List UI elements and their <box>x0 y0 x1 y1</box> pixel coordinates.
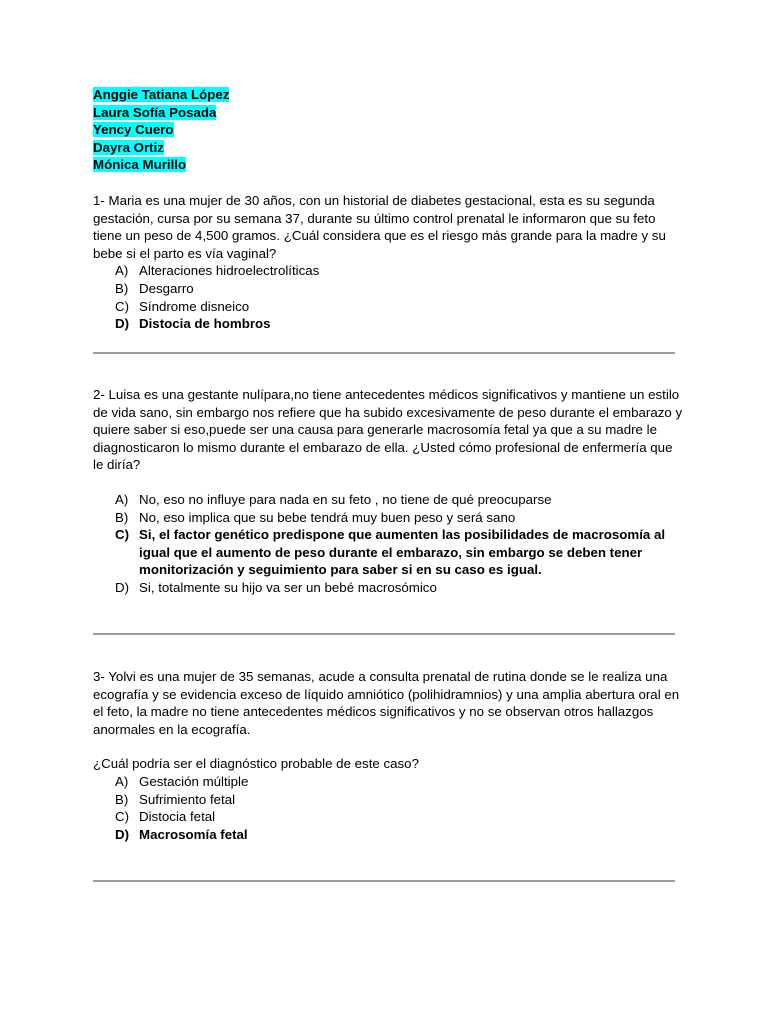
option-text: No, eso implica que su bebe tendrá muy buen peso y será sano <box>139 509 516 525</box>
option-text: Macrosomía fetal <box>139 826 248 842</box>
question-3-option-c <box>93 808 685 826</box>
question-3-stem: 3- Yolvi es una mujer de 35 semanas, acude a consulta prenatal de rutina donde se le realiza una ecografía y se evidencia exceso de líquido amniótico (polihidramnios) y una amplia abertura oral en el feto, la madre no tiene antecedentes médicos significativos y no se observan otros hallazgos anormales en la ecografía. <box>93 669 680 737</box>
question-3-option-a <box>93 773 685 791</box>
question-1 <box>93 192 685 333</box>
option-text: Si, el factor genético predispone que aumenten las posibilidades de macrosomía al igual que el aumento de peso durante el embarazo, sin embargo se deben tener monitorización y seguimiento para saber si en su caso es igual. <box>139 527 666 578</box>
author-name <box>93 156 229 174</box>
question-1-stem: 1- Maria es una mujer de 30 años, con un historial de diabetes gestacional, esta es su segunda gestación, cursa por su semana 37, durante su último control prenatal le informaron que su feto tiene un peso de 4,500 gramos. ¿Cuál considera que es el riesgo más grande para la madre y su bebe si el parto es vía vaginal? <box>93 193 666 261</box>
option-text: No, eso no influye para nada en su feto , no tiene de qué preocuparse <box>139 491 552 507</box>
option-text: Desgarro <box>139 280 194 296</box>
separator-line <box>93 352 675 354</box>
question-1-option-a <box>93 262 685 280</box>
question-1-option-b <box>93 280 685 298</box>
option-letter: B) <box>115 280 129 296</box>
question-2-stem: 2- Luisa es una gestante nulípara,no tiene antecedentes médicos significativos y mantiene un estilo de vida sano, sin embargo nos refiere que ha subido excesivamente de peso durante el embarazo y quiere saber si eso,puede ser una causa para generarle macrosomía fetal ya que a su madre le diagnosticaron lo mismo durante el embarazo de ella. ¿Usted cómo profesional de enfermería que le diría? <box>93 387 683 473</box>
author-name <box>93 104 229 122</box>
author-name-text: Dayra Ortiz <box>93 139 164 155</box>
option-letter: D) <box>115 316 130 332</box>
option-text: Distocia de hombros <box>139 316 271 332</box>
author-name-text: Mónica Murillo <box>93 157 187 173</box>
option-text: Sufrimiento fetal <box>139 791 236 807</box>
author-name <box>93 121 229 139</box>
option-letter: D) <box>115 579 130 595</box>
question-3-prompt: ¿Cuál podría ser el diagnóstico probable de este caso? <box>93 756 419 772</box>
separator-line <box>93 880 675 882</box>
author-name-text: Laura Sofía Posada <box>93 104 217 120</box>
author-name <box>93 86 229 104</box>
question-2-option-b <box>93 509 685 527</box>
question-1-option-c <box>93 298 685 316</box>
option-text: Alteraciones hidroelectrolíticas <box>139 263 320 279</box>
option-letter: A) <box>115 263 129 279</box>
question-2-option-c-correct <box>93 526 685 579</box>
author-name <box>93 139 229 157</box>
option-letter: D) <box>115 826 130 842</box>
option-letter: C) <box>115 527 130 543</box>
option-letter: B) <box>115 509 129 525</box>
option-letter: A) <box>115 773 129 789</box>
question-3 <box>93 668 685 843</box>
option-text: Distocia fetal <box>139 809 216 825</box>
question-1-option-d-correct <box>93 315 685 333</box>
question-3-options <box>93 773 685 843</box>
question-3-option-b <box>93 791 685 809</box>
question-2-options <box>93 491 685 597</box>
question-2-option-a <box>93 491 685 509</box>
option-letter: A) <box>115 491 129 507</box>
question-2 <box>93 386 685 597</box>
option-letter: B) <box>115 791 129 807</box>
option-text: Síndrome disneico <box>139 298 250 314</box>
author-name-text: Anggie Tatiana López <box>93 87 230 102</box>
separator-line <box>93 633 675 635</box>
option-letter: C) <box>115 298 130 314</box>
option-text: Si, totalmente su hijo va ser un bebé macrosómico <box>139 579 437 595</box>
option-letter: C) <box>115 809 130 825</box>
author-name-text: Yency Cuero <box>93 122 174 138</box>
author-list <box>93 86 229 174</box>
question-3-option-d-correct <box>93 826 685 844</box>
question-1-options <box>93 262 685 332</box>
question-2-option-d <box>93 579 685 597</box>
option-text: Gestación múltiple <box>139 773 249 789</box>
